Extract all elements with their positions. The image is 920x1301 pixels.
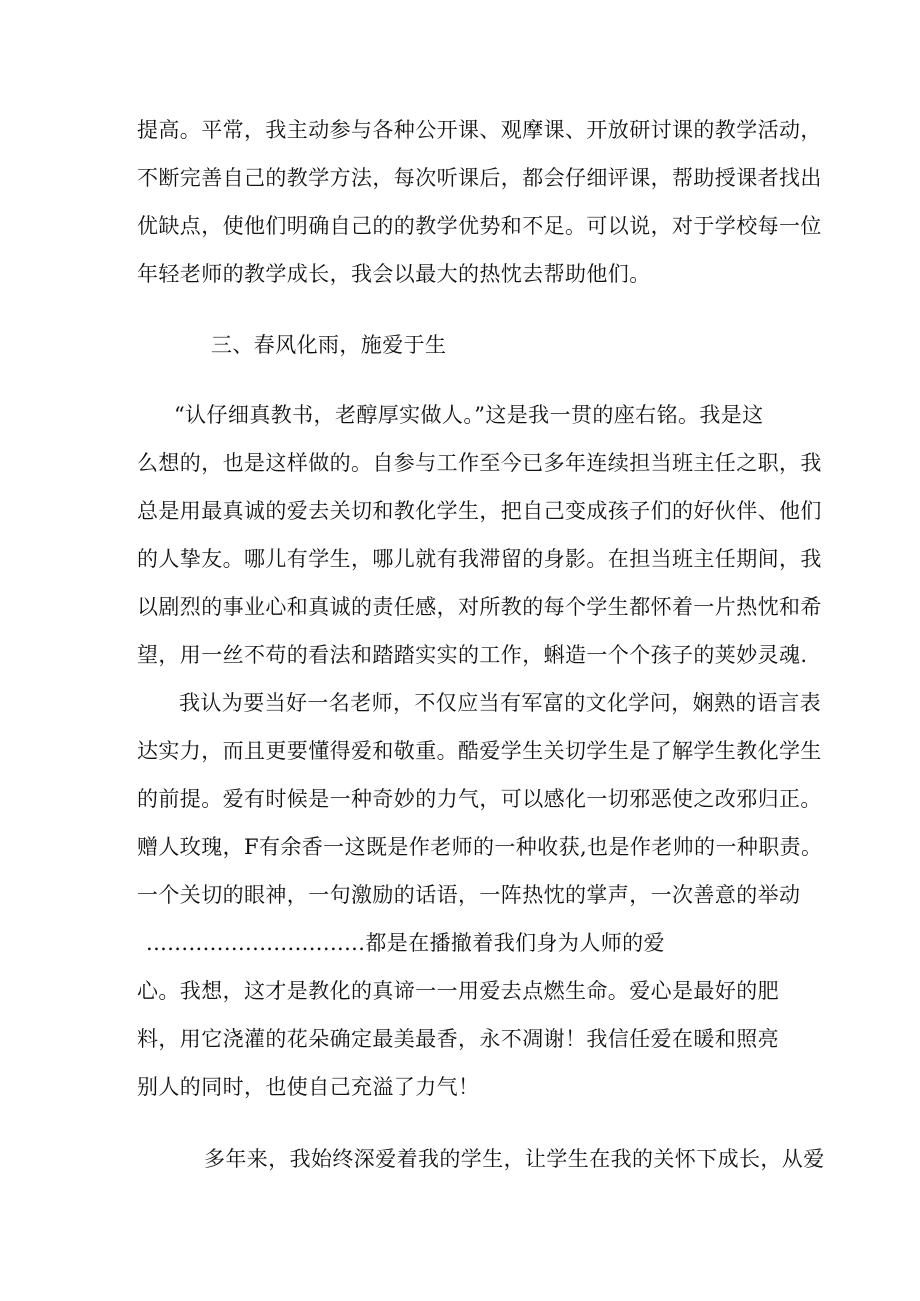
text-line: 年轻老师的教学成长，我会以最大的热忱去帮助他们。 [137, 262, 651, 286]
text-line: 我认为要当好一名老师，不仅应当有军富的文化学问，娴熟的语言表 [179, 691, 821, 715]
text-line: 总是用最真诚的爱去关切和教化学生，把自己变成孩子们的好伙伴、他们 [137, 499, 822, 523]
text-line: 赠人玫瑰，F有余香一这既是作老师的一种收获,也是作老帅的一种职责。 [137, 835, 823, 859]
text-line: 的人挚友。哪儿有学生，哪儿就有我滞留的身影。在担当班主任期间，我 [137, 547, 822, 571]
text-line: 一个关切的眼神，一句激励的话语，一阵热忱的掌声，一次善意的举动 [137, 883, 801, 907]
section-heading: 三、春风化雨，施爱于生 [211, 333, 447, 357]
text-line: 么想的，也是这样做的。自参与工作至今已多年连续担当班主任之职，我 [137, 451, 822, 475]
text-line: 提高。平常，我主动参与各种公开课、观摩课、开放研讨课的教学活动， [137, 118, 822, 142]
text-line: 望，用一丝不苟的看法和踏踏实实的工作，蝌造一个个孩子的荚妙灵魂. [137, 643, 808, 667]
text-line: 不断完善自己的教学方法，每次听课后，都会仔细评课，帮助授课者找出 [137, 166, 822, 190]
text-line: “认仔细真教书，老醇厚实做人。”这是我一贯的座右铭。我是这 [174, 403, 764, 427]
text-line: 达实力，而且更要懂得爱和敬重。酷爱学生关切学生是了解学生教化学生 [137, 739, 822, 763]
text-line: 心。我想，这才是教化的真谛一一用爱去点燃生命。爱心是最好的肥 [137, 979, 779, 1003]
text-line: 的前提。爱有时候是一种奇妙的力气，可以感化一切邪恶使之改邪归正。 [137, 787, 822, 811]
text-line: ...............................都是在播撤着我们身为人师的爱 [146, 931, 665, 955]
text-line: 料，用它浇灌的花朵确定最美最香，永不凋谢！我信任爱在暖和照亮 [137, 1027, 779, 1051]
text-line: 多年来，我始终深爱着我的学生，让学生在我的关怀下成长，从爱 [204, 1147, 825, 1171]
text-line: 优缺点，使他们明确自己的的教学优势和不足。可以说，对于学校每一位 [137, 214, 822, 238]
text-line: 别人的同时，也使自己充溢了力气！ [137, 1075, 480, 1099]
text-line: 以剧烈的事业心和真诚的责任感，对所教的每个学生都怀着一片热忱和希 [137, 595, 822, 619]
